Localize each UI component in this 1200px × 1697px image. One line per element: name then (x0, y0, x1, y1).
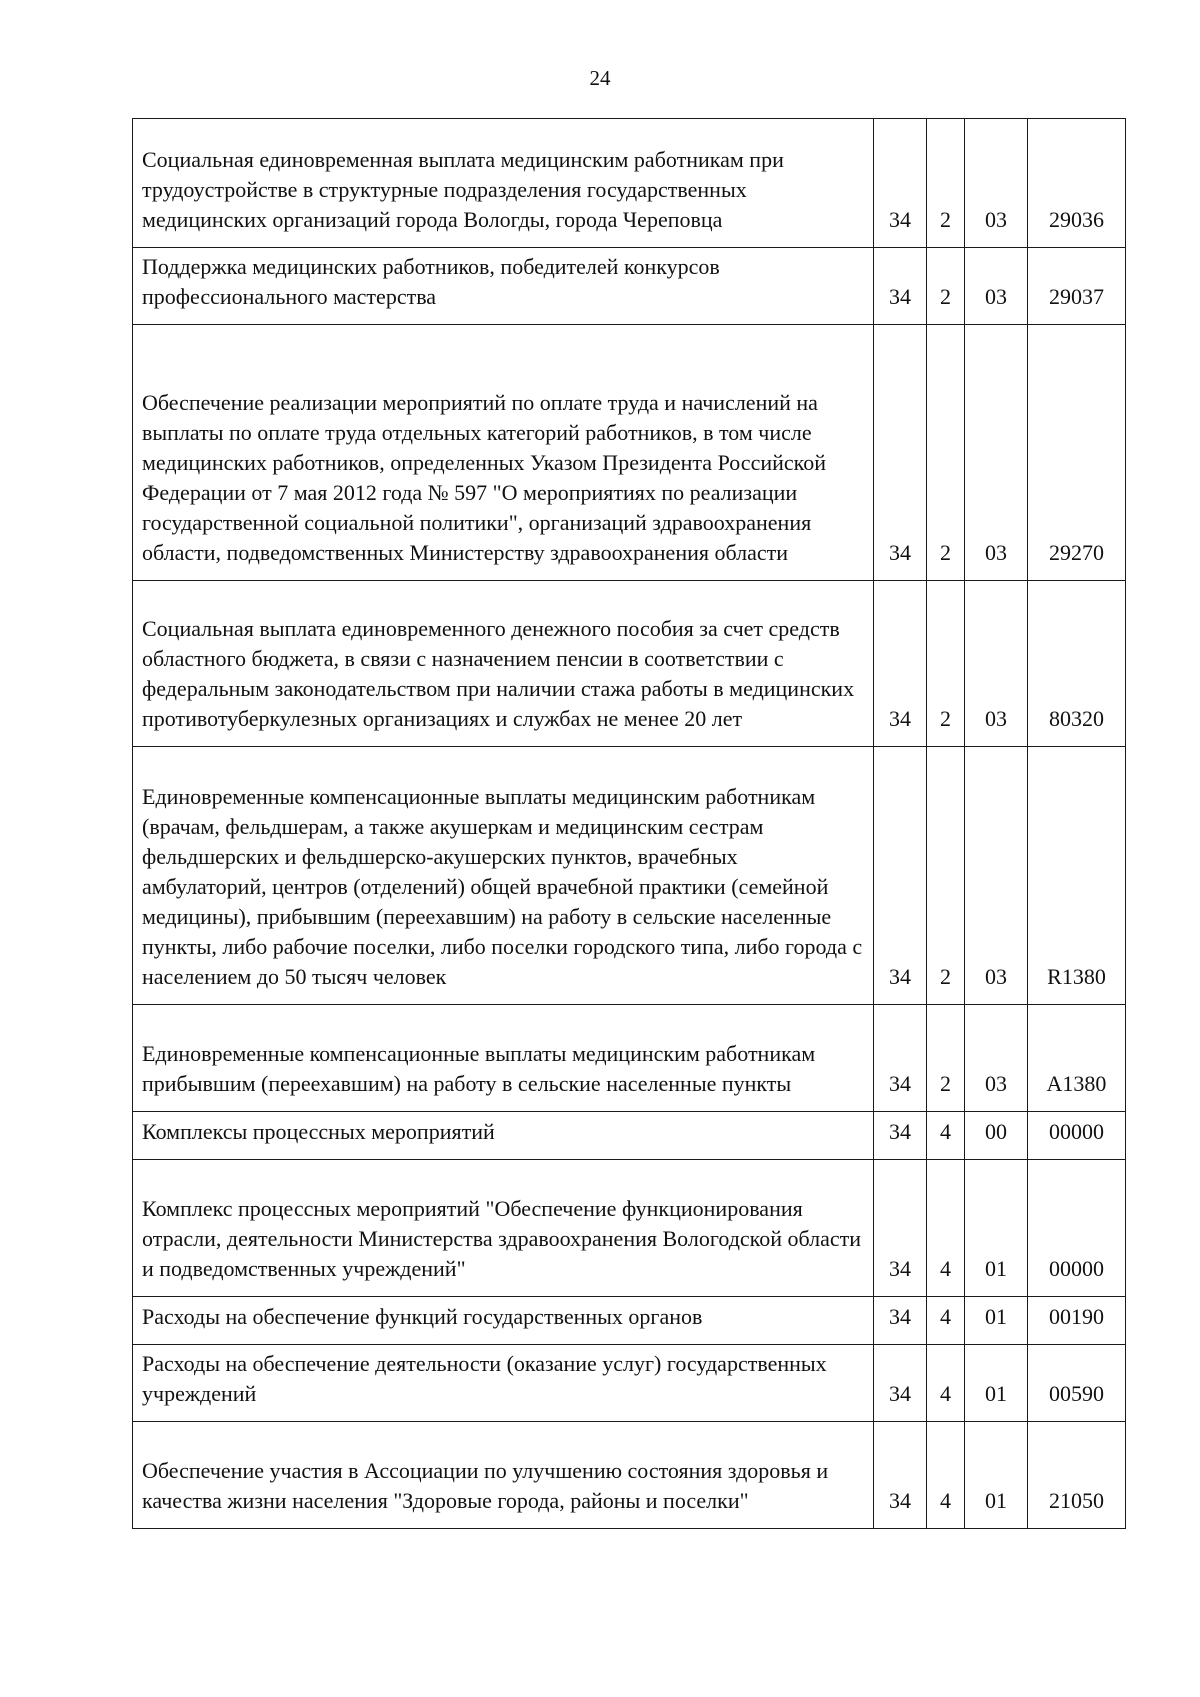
subprogram-type-cell: 4 (927, 1422, 965, 1529)
structural-element-cell: 03 (965, 581, 1028, 747)
table-row (133, 1422, 1126, 1529)
budget-classification-table (132, 118, 1126, 1529)
table-row (133, 1005, 1126, 1112)
structural-element-cell: 01 (965, 1422, 1028, 1529)
structural-element-cell: 03 (965, 1005, 1028, 1112)
table-row (133, 747, 1126, 1005)
expense-direction-cell: 29036 (1028, 119, 1126, 248)
structural-element-cell: 01 (965, 1160, 1028, 1297)
subprogram-type-cell: 2 (927, 119, 965, 248)
row-name-cell: Обеспечение участия в Ассоциации по улучшению состояния здоровья и качества жизни населения "Здоровые города, районы и поселки" (133, 1422, 874, 1529)
structural-element-cell: 03 (965, 747, 1028, 1005)
subprogram-type-cell: 4 (927, 1345, 965, 1422)
structural-element-cell: 03 (965, 325, 1028, 581)
table-row (133, 1112, 1126, 1160)
table-row (133, 119, 1126, 248)
program-code-cell: 34 (874, 1112, 927, 1160)
subprogram-type-cell: 4 (927, 1297, 965, 1345)
row-name-cell: Комплексы процессных мероприятий (133, 1112, 874, 1160)
expense-direction-cell: А1380 (1028, 1005, 1126, 1112)
table-row (133, 325, 1126, 581)
subprogram-type-cell: 4 (927, 1112, 965, 1160)
subprogram-type-cell: 2 (927, 581, 965, 747)
row-name-cell: Социальная единовременная выплата медицинским работникам при трудоустройстве в структурные подразделения государственных медицинских организаций города Вологды, города Череповца (133, 119, 874, 248)
expense-direction-cell: 00000 (1028, 1160, 1126, 1297)
program-code-cell: 34 (874, 119, 927, 248)
subprogram-type-cell: 4 (927, 1160, 965, 1297)
page-number: 24 (589, 66, 611, 90)
expense-direction-cell: 21050 (1028, 1422, 1126, 1529)
row-name-cell: Социальная выплата единовременного денежного пособия за счет средств областного бюджета, в связи с назначением пенсии в соответствии с федеральным законодательством при наличии стажа работы в медицинских противотуберкулезных организациях и службах не менее 20 лет (133, 581, 874, 747)
program-code-cell: 34 (874, 581, 927, 747)
row-name-cell: Поддержка медицинских работников, победителей конкурсов профессионального мастерства (133, 248, 874, 325)
table-row (133, 1345, 1126, 1422)
expense-direction-cell: 00190 (1028, 1297, 1126, 1345)
expense-direction-cell: 29037 (1028, 248, 1126, 325)
row-name-cell: Расходы на обеспечение функций государственных органов (133, 1297, 874, 1345)
structural-element-cell: 01 (965, 1345, 1028, 1422)
program-code-cell: 34 (874, 1422, 927, 1529)
structural-element-cell: 03 (965, 119, 1028, 248)
program-code-cell: 34 (874, 1005, 927, 1112)
program-code-cell: 34 (874, 747, 927, 1005)
expense-direction-cell: R1380 (1028, 747, 1126, 1005)
table-row (133, 1160, 1126, 1297)
subprogram-type-cell: 2 (927, 325, 965, 581)
program-code-cell: 34 (874, 248, 927, 325)
row-name-cell: Комплекс процессных мероприятий "Обеспечение функционирования отрасли, деятельности Министерства здравоохранения Вологодской области и подведомственных учреждений" (133, 1160, 874, 1297)
program-code-cell: 34 (874, 325, 927, 581)
expense-direction-cell: 80320 (1028, 581, 1126, 747)
structural-element-cell: 03 (965, 248, 1028, 325)
row-name-cell: Расходы на обеспечение деятельности (оказание услуг) государственных учреждений (133, 1345, 874, 1422)
table-row (133, 581, 1126, 747)
subprogram-type-cell: 2 (927, 248, 965, 325)
program-code-cell: 34 (874, 1345, 927, 1422)
subprogram-type-cell: 2 (927, 1005, 965, 1112)
expense-direction-cell: 00000 (1028, 1112, 1126, 1160)
row-name-cell: Единовременные компенсационные выплаты медицинским работникам прибывшим (переехавшим) на работу в сельские населенные пункты (133, 1005, 874, 1112)
subprogram-type-cell: 2 (927, 747, 965, 1005)
expense-direction-cell: 29270 (1028, 325, 1126, 581)
structural-element-cell: 00 (965, 1112, 1028, 1160)
structural-element-cell: 01 (965, 1297, 1028, 1345)
table-row (133, 248, 1126, 325)
program-code-cell: 34 (874, 1160, 927, 1297)
program-code-cell: 34 (874, 1297, 927, 1345)
expense-direction-cell: 00590 (1028, 1345, 1126, 1422)
row-name-cell: Обеспечение реализации мероприятий по оплате труда и начислений на выплаты по оплате труда отдельных категорий работников, в том числе медицинских работников, определенных Указом Президента Российской Федерации от 7 мая 2012 года № 597 "О мероприятиях по реализации государственной социальной политики", организаций здравоохранения области, подведомственных Министерству здравоохранения области (133, 325, 874, 581)
table-row (133, 1297, 1126, 1345)
row-name-cell: Единовременные компенсационные выплаты медицинским работникам (врачам, фельдшерам, а также акушеркам и медицинским сестрам фельдшерских и фельдшерско-акушерских пунктов, врачебных амбулаторий, центров (отделений) общей врачебной практики (семейной медицины), прибывшим (переехавшим) на работу в сельские населенные пункты, либо рабочие поселки, либо поселки городского типа, либо города с населением до 50 тысяч человек (133, 747, 874, 1005)
